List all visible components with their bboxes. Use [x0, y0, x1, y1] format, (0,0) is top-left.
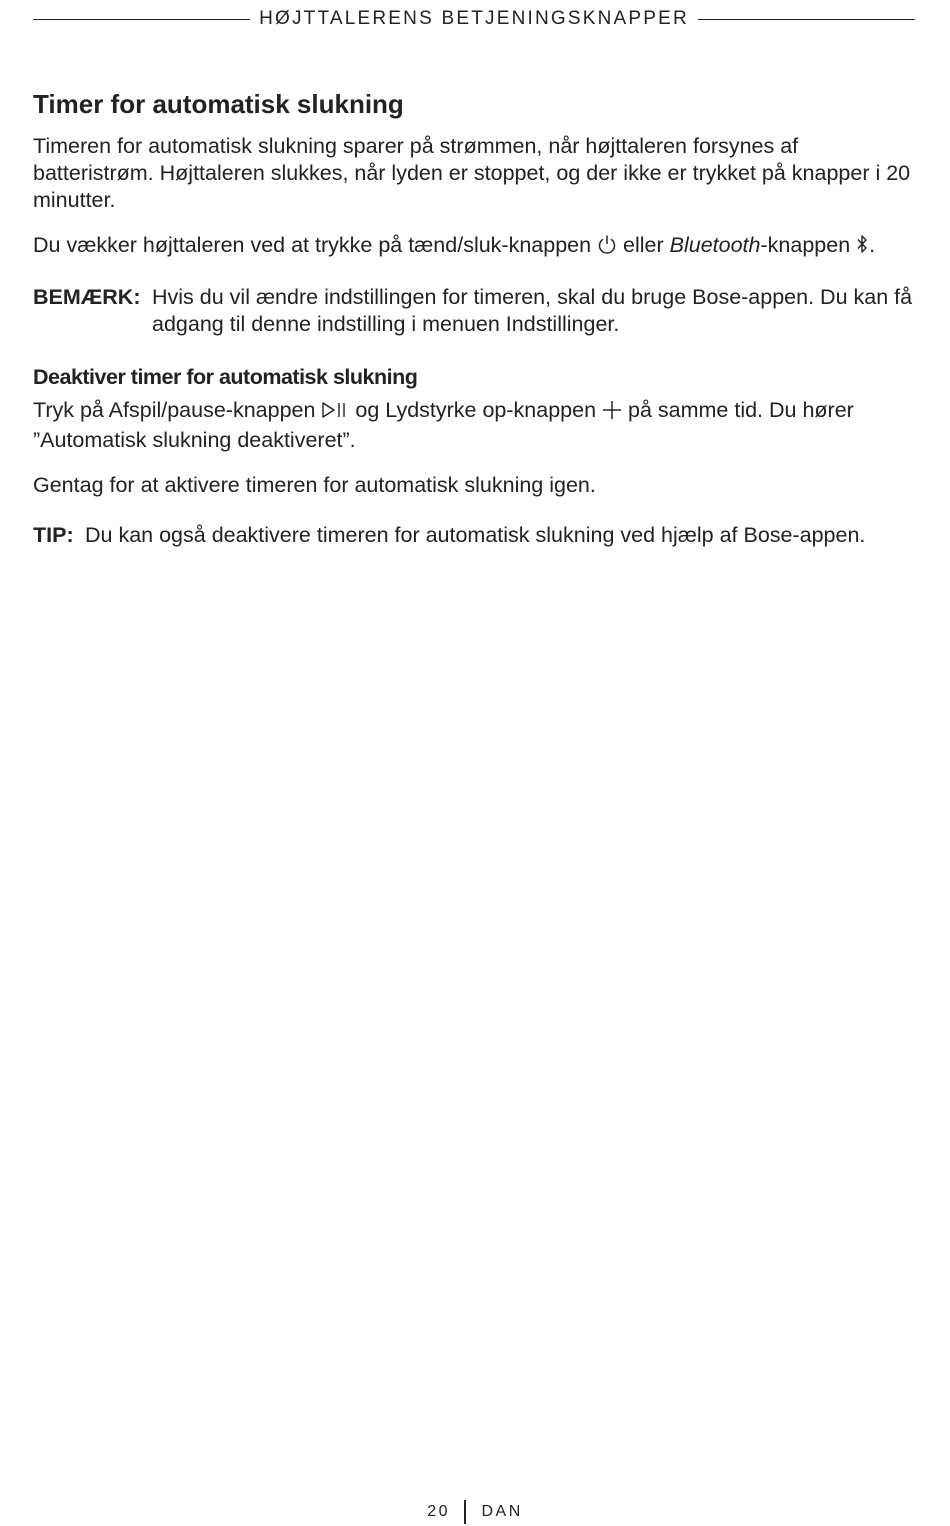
- note-text: Hvis du vil ændre indstillingen for timeren, skal du bruge Bose-appen. Du kan få adgang til denne indstilling i menuen Indstillinger.: [152, 285, 913, 336]
- wake-text-after: -knappen: [760, 233, 857, 257]
- main-content: [33, 86, 918, 549]
- footer-divider: [464, 1500, 466, 1524]
- instruction-text-before: Tryk på Afspil/pause-knappen: [33, 398, 322, 422]
- repeat-paragraph: Gentag for at aktivere timeren for automatisk slukning igen.: [33, 473, 596, 497]
- tip-label: TIP:: [33, 523, 74, 547]
- wake-text-before: Du vækker højttaleren ved at trykke på tænd/sluk-knappen: [33, 233, 598, 257]
- tip-block: [33, 522, 918, 549]
- play-pause-icon: [321, 400, 349, 427]
- instruction-paragraph: [33, 397, 918, 454]
- header-rule-right: [698, 19, 915, 20]
- page-footer: [0, 1498, 950, 1526]
- page-header: [33, 6, 915, 32]
- wake-text-end: .: [869, 233, 876, 257]
- language-code: DAN: [481, 1503, 523, 1520]
- subsection-title: Deaktiver timer for automatisk slukning: [33, 365, 418, 389]
- bluetooth-word: Bluetooth: [669, 233, 761, 257]
- header-rule-left: [33, 19, 250, 20]
- section-title: Timer for automatisk slukning: [33, 89, 404, 119]
- bluetooth-icon: [856, 233, 869, 262]
- wake-text-middle: eller: [617, 233, 670, 257]
- power-icon: [597, 233, 617, 262]
- note-label: BEMÆRK:: [33, 285, 141, 309]
- instruction-text-after: på samme tid. Du hører ”Automatisk slukning deaktiveret”.: [33, 398, 854, 452]
- tip-text: Du kan også deaktivere timeren for automatisk slukning ved hjælp af Bose-appen.: [85, 523, 866, 547]
- header-title: HØJTTALERENS BETJENINGSKNAPPER: [259, 8, 689, 29]
- instruction-text-middle: og Lydstyrke op-knappen: [349, 398, 603, 422]
- intro-paragraph: Timeren for automatisk slukning sparer på strømmen, når højttaleren forsynes af batteristrøm. Højttaleren slukkes, når lyden er stoppet, og der ikke er trykket på knapper i 20 minutter.: [33, 134, 911, 212]
- note-block: [33, 284, 918, 338]
- plus-icon: [602, 400, 622, 427]
- wake-paragraph: [33, 232, 918, 262]
- page-number: 20: [427, 1503, 450, 1520]
